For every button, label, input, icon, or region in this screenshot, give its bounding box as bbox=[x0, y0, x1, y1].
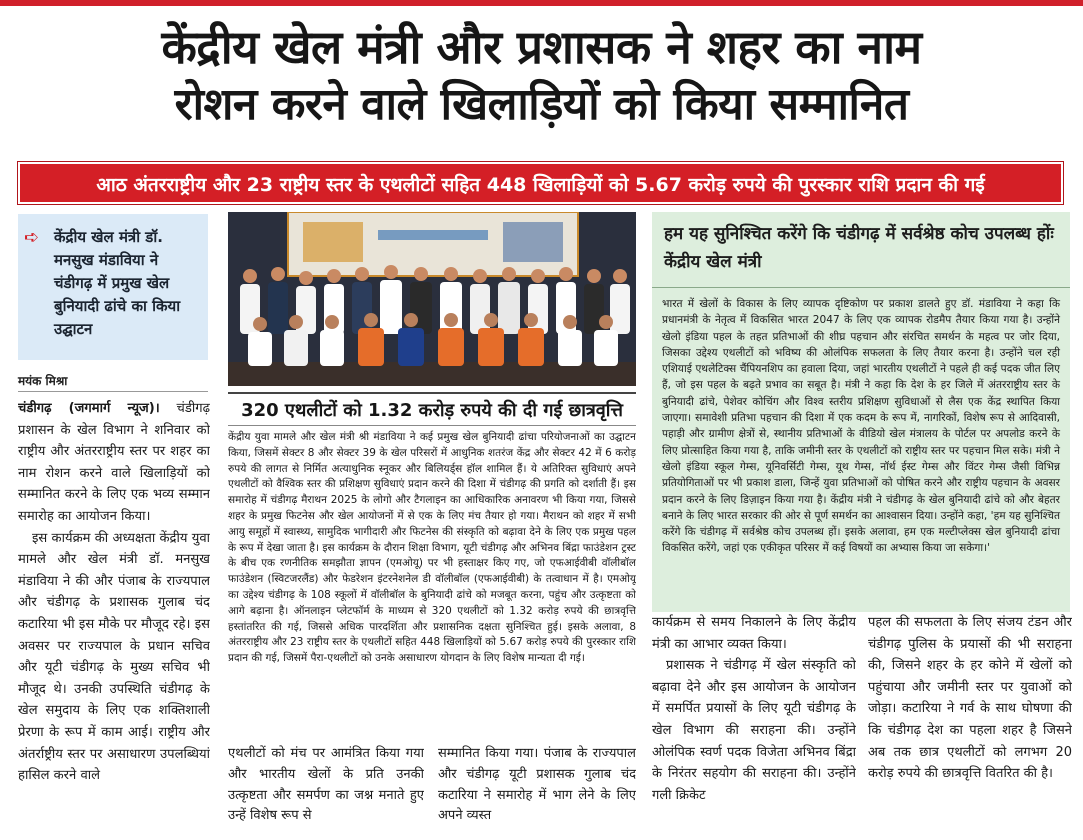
scholarship-box-title: 320 एथलीटों को 1.32 करोड़ रुपये की दी गई छात्रवृत्ति bbox=[228, 392, 636, 426]
sidebar-highlight-text: केंद्रीय खेल मंत्री डॉ. मनसुख मंडाविया ने चंडीगढ़ में प्रमुख खेल बुनियादी ढांचे का किया उद्घाटन bbox=[54, 228, 181, 338]
headline bbox=[0, 18, 1083, 134]
sidebar-highlight-box bbox=[18, 214, 208, 360]
paragraph-3a-2: प्रशासक ने चंडीगढ़ में खेल संस्कृति को बढ़ावा देने और इस आयोजन के आयोजन में समर्पित प्रयासों के लिए यूटी चंडीगढ़ के खेल विभाग की सराहना की। उन्होंने ओलंपिक स्वर्ण पदक विजेता अभिनव बिंद्रा के निरंतर सहयोग की सराहना की। उन्होंने गली क्रिकेट bbox=[652, 658, 856, 803]
paragraph-3a-1: कार्यक्रम से समय निकालने के लिए केंद्रीय मंत्री का आभार व्यक्त किया। bbox=[652, 615, 856, 652]
red-strapline: आठ अंतरराष्ट्रीय और 23 राष्ट्रीय स्तर के एथलीटों सहित 448 खिलाड़ियों को 5.67 करोड़ रुपये की पुरस्कार राशि प्रदान की गई bbox=[18, 162, 1063, 204]
minister-quote-box bbox=[652, 212, 1070, 612]
byline: मयंक मिश्रा bbox=[18, 372, 208, 392]
article-column-3a bbox=[652, 612, 856, 840]
article-column-3b: पहल की सफलता के लिए संजय टंडन और चंडीगढ़ पुलिस के प्रयासों की भी सराहना की, जिसने शहर के हर कोने में खेलों को पहुंचाया और जमीनी स्तर पर युवाओं को जोड़ा। कटारिया ने गर्व के साथ घोषणा की कि चंडीगढ़ देश का पहला शहर है जिसने अब तक छात्र एथलीटों को लगभग 20 करोड़ रुपये की छात्रवृत्ति वितरित की है। bbox=[868, 615, 1072, 782]
event-photo-illustration bbox=[228, 212, 636, 386]
article-column-2a: एथलीटों को मंच पर आमंत्रित किया गया और भारतीय खेलों के प्रति उनकी उत्कृष्टता और समर्पण का जश्न मनाते हुए उन्हें विशेष रूप से bbox=[228, 746, 424, 824]
paragraph-1 bbox=[18, 398, 210, 528]
scholarship-box-body: केंद्रीय युवा मामले और खेल मंत्री श्री मंडाविया ने कई प्रमुख खेल बुनियादी ढांचा परियोजनाओं का उद्घाटन किया, जिसमें सेक्टर 8 और सेक्टर 39 के खेल परिसरों में आधुनिक शतरंज केंद्र और सेक्टर 42 में 6 करोड़ रुपये की लागत से निर्मित अत्याधुनिक स्नूकर और बिलियर्ड्स हॉल शामिल हैं। ये अतिरिक्त सुविधाएं अपने एथलीटों को वैश्विक स्तर की प्रशिक्षण सुविधाएं प्रदान करने की दिशा में चंडीगढ़ की प्रगति को दर्शाती हैं। इस समारोह में चंडीगढ़ मैराथन 2025 के लोगो और टैगलाइन का आधिकारिक अनावरण भी किया गया, जिससे शहर के प्रमुख फिटनेस और खेल आयोजनों में से एक के लिए मंच तैयार हो गया। मैराथन को शहर में सभी आयु समूहों में स्वास्थ्य, सामुदिक भागीदारी और फिटनेस की संस्कृति को बढ़ावा देने के लिए एक प्रमुख पहल के रूप में देखा जाता है। इस कार्यक्रम के दौरान शिक्षा विभाग, यूटी चंडीगढ़ और अभिनव बिंद्रा फाउंडेशन ट्रस्ट के बीच एक रणनीतिक समझौता ज्ञापन (एमओयू) पर भी हस्ताक्षर किए गए, जो एफआईवीबी वॉलीबॉल फाउंडेशन (स्विटजरलैंड) और फेडरेशन इंटरनेशनेल डी वॉलीबॉल (एफआईवीबी) के तत्वाधान में है। एमओयू का उद्देश्य चंडीगढ़ के 108 स्कूलों में वॉलीबॉल के बुनियादी ढांचे को मजबूत करना, पहुंच और उत्कृष्टता को आगे बढ़ाना है। ऑनलाइन प्लेटफॉर्म के माध्यम से 320 एथलीटों को 1.32 करोड़ रुपये की छात्रवृत्ति हस्तांतरित की गई, जिससे अधिक पारदर्शिता और प्रशासनिक दक्षता सुनिश्चित हुई। इसके अलावा, 8 अंतरराष्ट्रीय और 23 राष्ट्रीय स्तर के एथलीटों सहित 448 खिलाड़ियों को 5.67 करोड़ रुपये की पुरस्कार राशि प्रदान की गई, जिसमें पैरा-एथलीटों को उनके असाधारण योगदान के लिए विशेष मान्यता दी गई। bbox=[228, 431, 636, 665]
event-photo bbox=[228, 212, 636, 386]
arrow-right-icon: ➪ bbox=[24, 227, 40, 248]
headline-line-1: केंद्रीय खेल मंत्री और प्रशासक ने शहर का नाम bbox=[161, 20, 922, 74]
article-column-2b: सम्मानित किया गया। पंजाब के राज्यपाल और चंडीगढ़ यूटी प्रशासक गुलाब चंद कटारिया ने समारोह में भाग लेने के लिए अपने व्यस्त bbox=[438, 746, 636, 824]
paragraph-1-text: चंडीगढ़ प्रशासन के खेल विभाग ने शनिवार को राष्ट्रीय और अंतरराष्ट्रीय स्तर पर शहर का नाम रोशन करने वाले खिलाड़ियों को सम्मानित करने के लिए एक भव्य सम्मान समारोह का आयोजन किया। bbox=[18, 401, 210, 524]
top-red-rule bbox=[0, 0, 1083, 6]
article-column-1 bbox=[18, 398, 210, 838]
paragraph-2: इस कार्यक्रम की अध्यक्षता केंद्रीय युवा मामले और खेल मंत्री डॉ. मनसुख मंडाविया ने की और पंजाब के राज्यपाल और चंडीगढ़ के प्रशासक गुलाब चंद कटारिया भी इस मौके पर मौजूद रहे। इस अवसर पर राज्यपाल के प्रधान सचिव और यूटी चंडीगढ़ के मुख्य सचिव भी मौजूद थे। उनकी उपस्थिति चंडीगढ़ के खेल समुदाय के लिए एक शक्तिशाली प्रेरणा के रूप में काम आई। राष्ट्रीय और अंतर्राष्ट्रीय स्तर पर असाधारण उपलब्धियां हासिल करने वाले bbox=[18, 530, 210, 784]
headline-line-2: रोशन करने वाले खिलाड़ियों को किया सम्मानित bbox=[174, 79, 909, 130]
minister-quote-title: हम यह सुनिश्चित करेंगे कि चंडीगढ़ में सर्वश्रेष्ठ कोच उपलब्ध होंः केंद्रीय खेल मंत्री bbox=[652, 212, 1070, 288]
minister-quote-body: भारत में खेलों के विकास के लिए व्यापक दृष्टिकोण पर प्रकाश डालते हुए डॉ. मंडाविया ने कहा कि प्रधानमंत्री के नेतृत्व में विकसित भारत 2047 के लिए एक व्यापक रोडमैप तैयार किया गया है। उन्होंने खेलो इंडिया पहल के तहत प्रतिभाओं की शीघ्र पहचान और संरचित समर्थन के महत्व पर जोर दिया, जिसका उद्देश्य एथलीटों को भविष्य की ओलंपिक सफलता के लिए तैयार करना है। उन्होंने चल रही एशियाई एथलेटिक्स चैंपियनशिप का हवाला दिया, जहां भारतीय एथलीटों ने पहले ही कई पदक जीत लिए हैं, जो इस पहल के बढ़ते प्रभाव का सबूत है। मंत्री ने कहा कि देश के हर जिले में अंतरराष्ट्रीय स्तर के बुनियादी ढांचे, पेशेवर कोचिंग और विश्व स्तरीय प्रशिक्षण सुविधाओं से लैस एक केंद्र स्थापित किया जाएगा। समावेशी प्रतिभा पहचान की दिशा में एक कदम के रूप में, नागरिकों, विशेष रूप से आदिवासी, पहाड़ी और ग्रामीण क्षेत्रों से, स्थानीय प्रतिभाओं के वीडियो खेल मंत्रालय के पोर्टल पर अपलोड करने के लिए प्रोत्साहित किया गया है, ताकि जमीनी स्तर के एथलीटों को राष्ट्रीय स्तर पर पहचान मिल सके। मंत्री ने खेलो इंडिया स्कूल गेम्स, यूनिवर्सिटी गेम्स, यूथ गेम्स, नॉर्थ ईस्ट गेम्स और विंटर गेम्स जैसी विभिन्न प्रतियोगिताओं पर भी प्रकाश डाला, जिन्हें युवा प्रतिभाओं को पोषित करने और राष्ट्रीय पहचान के अवसर प्रदान करने के लिए डिज़ाइन किया गया है। केंद्रीय मंत्री ने चंडीगढ़ के खेल बुनियादी ढांचे को और बेहतर बनाने के लिए भारत सरकार की ओर से पूर्ण समर्थन का आश्वासन दिया। उन्होंने कहा, 'हम यह सुनिश्चित करेंगे कि चंडीगढ़ में सर्वश्रेष्ठ कोच उपलब्ध हों। इसके अलावा, हम एक मल्टीप्लेक्स खेल बुनियादी ढांचा विकसित करेंगे, जहां एक एकीकृत परिसर में कई विषयों का अभ्यास किया जा सकेगा।' bbox=[662, 298, 1060, 555]
dateline: चंडीगढ़ (जगमार्ग न्यूज)। bbox=[18, 401, 160, 416]
